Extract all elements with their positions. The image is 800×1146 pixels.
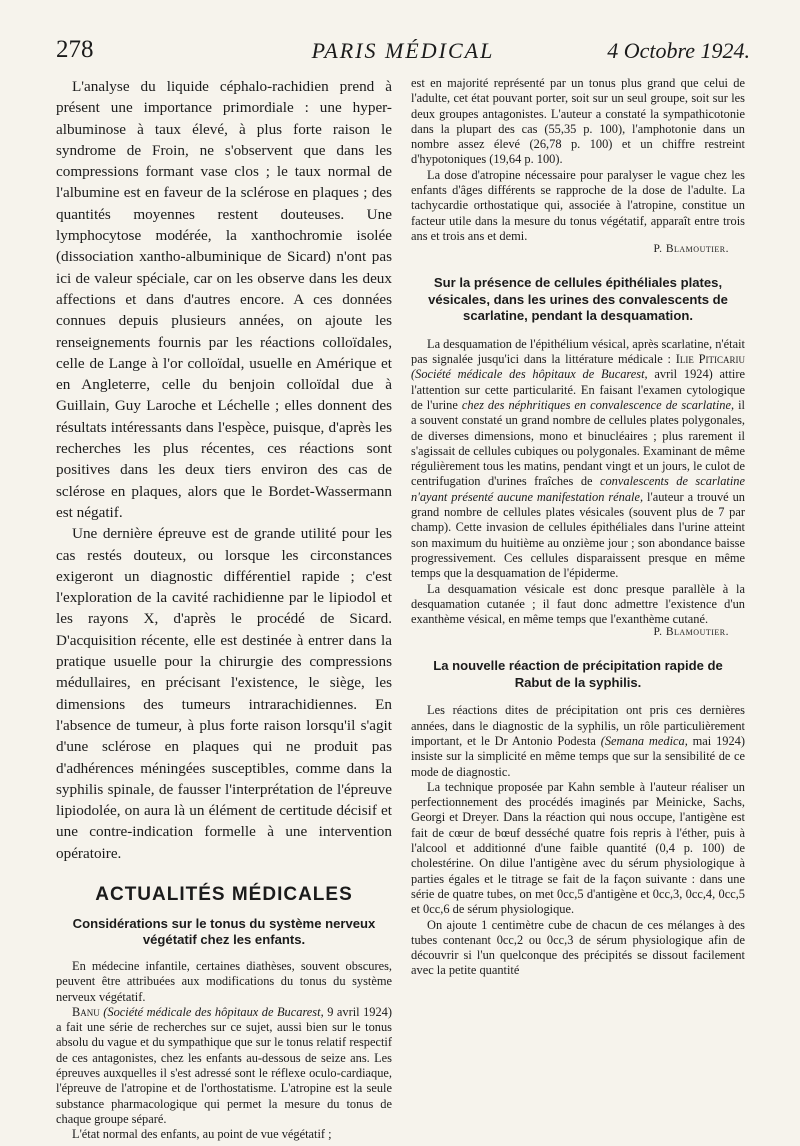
paragraph: L'analyse du liquide céphalo-rachidien prend à présent une importance primordiale : une hyper-albuminose à taux élevé, à plus forte raison le syndrome de Froin, ne s'observent que dans les compressions formant vase clos ; le taux normal de l'albumine est en faveur de la sclérose en plaques ; des quantités moyennes restent douteuses. Une lymphocytose modérée, la xanthochromie isolée (dissociation xantho-albuminique de Sicard) n'ont pas ici de valeur spéciale, car on les observe dans les deux affections et dans d'autres encore. A ces données connues depuis plusieurs années, on ajoute les renseignements fournis par les réactions colloïdales, celle de Lange à l'or colloïdal, usuelle en Amérique et en Angleterre, celle du benjoin colloïdal due à Guillain, Guy Laroche et Léchelle ; elles donnent des résultats intéressants dans l'espèce, puisque, d'après les recherches les plus récentes, ces réactions sont positives dans les deux tiers environ des cas de sclérose en plaques, alors que le Bordet-Wassermann est négatif. (56, 78, 392, 521)
paragraph: La desquamation vésicale est donc presque parallèle à la desquamation cutanée ; il faut donc admettre l'existence d'un exanthème vésical, en même temps que l'exanthème cutané. (411, 581, 745, 627)
paragraph: En médecine infantile, certaines diathèses, souvent obscures, peuvent être attribuées aux modifications du tonus du système nerveux végétatif. (56, 958, 392, 1004)
italic-text: convalescents de scarlatine n'ayant présenté aucune manifestation rénale, (411, 474, 745, 504)
paragraph-text: mai 1924) insiste sur la simplicité en même temps que sur la sensibilité de ce mode de diagnostic. (411, 734, 745, 779)
signature: P. Blamoutier. (653, 243, 729, 256)
paragraph-text: il a souvent constaté un grand nombre de cellules plates polygonales, de diverses dimensions, mono et binucléaires ; plus rarement il s'agissait de cellules cubiques ou polygonales. Examinant de même régulièrement tous les matins, pendant vingt et un jours, le culot de centrifugation d'urines fraîches de (411, 397, 745, 489)
paragraph: La dose d'atropine nécessaire pour paralyser le vague chez les enfants d'âges différents se rapproche de la dose de l'adulte. La tachycardie orthostatique qui, associée à l'atropine, constitue un facteur utile dans la mesure du tonus végétatif, apparaît entre trois ans et trois ans et demi. (411, 167, 745, 243)
italic-text: chez des néphritiques en convalescence de scarlatine, (461, 397, 735, 412)
paragraph: La technique proposée par Kahn semble à l'auteur réaliser un perfectionnement des procédés imaginés par Meinicke, Sachs, Georgi et Dreyer. Dans la réaction qui nous occupe, l'antigène est fait de cœur de bœuf desséché quatre fois repris à l'éther, puis à l'alcool et additionné d'une faible quantité (0,4 p. 100) de cholestérine. On dilue l'antigène avec du sérum physiologique à parties égales et le titrage se fait de la façon suivante : dans une série de quatre tubes, on met 0cc,5 d'antigène et 0cc,3, 0cc,4, 0cc,5 et 0cc,6 de sérum physiologique. (411, 779, 745, 917)
paragraph (56, 1005, 392, 1127)
section-title: ACTUALITÉS MÉDICALES (95, 883, 353, 905)
paragraph-text: La desquamation de l'épithélium vésical, après scarlatine, n'était pas signalée jusqu'ici dans la littérature médicale : (411, 336, 745, 367)
paragraph: Une dernière épreuve est de grande utilité pour les cas restés douteux, ou lorsque les circonstances exigeront un diagnostic différentiel rapide ; c'est l'exploration de la cavité rachidienne par le lipiodol et les rayons X, d'après le procédé de Sicard. D'acquisition récente, elle est destinée à entrer dans la pratique usuelle pour la chirurgie des compressions médullaires, en précisant l'existence, le siège, les dimensions des tumeurs intrarachidiennes. En l'absence de tumeur, à plus forte raison lorsqu'il s'agit d'une sclérose en plaques qui ne produit pas d'adhérences méningées susceptibles, comme dans la syphilis spinale, de fausser l'interprétation de l'épreuve lipiodolée, on aura là un élément de certitude décisif et une contre-indication formelle à une intervention opératoire. (56, 525, 392, 862)
source-citation: (Société médicale des hôpitaux de Bucarest, (411, 367, 648, 382)
source-citation: (Société médicale des hôpitaux de Bucarest, (103, 1004, 324, 1019)
author-name: Banu (72, 1004, 100, 1019)
author-name: Ilie Piticariu (675, 352, 745, 367)
source-citation: (Semana medica, (600, 734, 688, 748)
paragraph (411, 703, 745, 779)
article-title: Considérations sur le tonus du système nerveux végétatif chez les enfants. (72, 915, 376, 948)
running-header (56, 36, 750, 70)
article-title: La nouvelle réaction de précipitation rapide de Rabut de la syphilis. (433, 658, 723, 690)
paragraph: est en majorité représenté par un tonus plus grand que celui de l'adulte, cet état pouvant porter, soit sur un seul groupe, soit sur les deux groupes antagonistes. L'auteur a constaté la sympathicotonie dans la plupart des cas (55,35 p. 100), l'amphotonie dans un nombre assez élevé (26,78 p. 100) et un chiffre restreint d'hypotoniques (19,64 p. 100). (411, 76, 745, 167)
signature: P. Blamoutier. (653, 626, 729, 639)
paragraph-text: l'auteur a trouvé un grand nombre de cellules plates vésicales (souvent plus de 7 par champ). Cette invasion de cellules épithéliales dans l'urine atteint son maximum du huitième au onzième jour ; son abondance baisse progressivement. Ces cellules disparaissent presque en même temps que la desquamation de l'épiderme. (411, 489, 745, 581)
journal-title: PARIS MÉDICAL (311, 38, 495, 63)
article-title: Sur la présence de cellules épithéliales plates, vésicales, dans les urines des convalescents de scarlatine, pendant la desquamation. (428, 275, 728, 324)
paragraph-text: 9 avril 1924) a fait une série de recherches sur ce sujet, aussi bien sur le tonus absolu du vague et du sympathique que sur le tonus relatif respectif de ces antagonistes, chez les enfants au-dessous de seize ans. Les épreuves auxquelles il s'est adressé sont le réflexe oculo-cardiaque, l'épreuve de l'atropine et de l'orthostatisme. L'atropine est la seule substance pharmacologique qui permet la mesure du tonus de chaque groupe séparé. (56, 1004, 392, 1126)
paragraph-text: Les réactions dites de précipitation ont pris ces dernières années, dans le diagnostic de la syphilis, un rôle particulièrement important, et le Dr Antonio Podesta (411, 703, 745, 748)
page-number: 278 (56, 36, 94, 63)
paragraph: L'état normal des enfants, au point de vue végétatif ; (72, 1127, 332, 1142)
paragraph: On ajoute 1 centimètre cube de chacun de ces mélanges à des tubes contenant 0cc,2 ou 0cc,3 de sérum physiologique afin de découvrir si l'un quelconque des précipités se dissout facilement avec la petite quantité (411, 917, 745, 978)
issue-date: 4 Octobre 1924. (607, 38, 750, 63)
paragraph (411, 337, 745, 582)
left-column (56, 76, 392, 1143)
right-column (411, 76, 745, 979)
paragraph-text: avril 1924) attire l'attention sur cette particularité. En faisant l'examen cytologique de l'urine (411, 367, 745, 412)
